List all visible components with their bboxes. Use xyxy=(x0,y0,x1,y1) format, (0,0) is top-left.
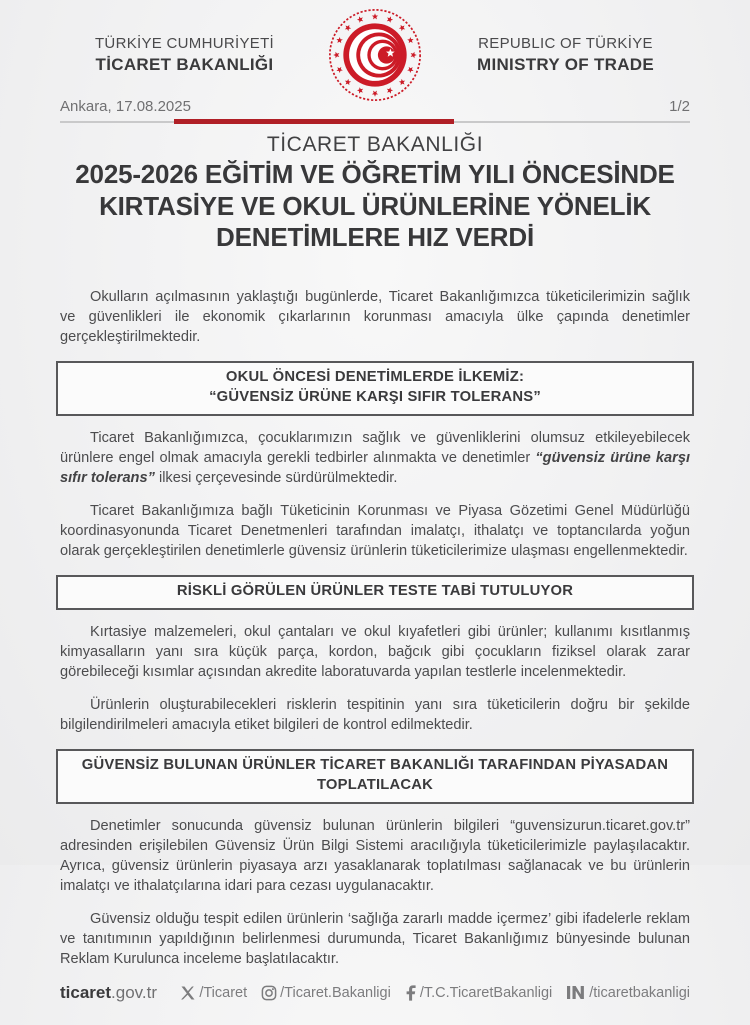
social-instagram[interactable] xyxy=(261,985,391,1001)
website-rest-part: .gov.tr xyxy=(111,982,158,1002)
paragraph-6: Denetimler sonucunda güvensiz bulunan ürünlerin bilgileri “guvensizurun.ticaret.gov.tr” adresinden erişilebilen Güvensiz Ürün Bilgi Sistemi aracılığıyla tüketicilerimizle paylaşılacaktır. Ayrıca, güvensiz ürünlerin piyasaya arzı yasaklanarak toplatılması sağlanacak ve bu ürünlerin imalatçı ve ithalatçılarına idari para cezası uygulanacaktır. xyxy=(60,817,690,894)
linkedin-icon xyxy=(566,985,586,1000)
release-body xyxy=(60,288,690,983)
social-handle: /ticaretbakanligi xyxy=(589,984,690,1001)
social-facebook[interactable] xyxy=(405,985,552,1001)
meta-row xyxy=(60,98,690,115)
ministry-emblem-icon xyxy=(327,7,423,103)
org-line1-en: REPUBLIC OF TÜRKİYE xyxy=(478,35,653,52)
paragraph-1: Okulların açılmasının yaklaştığı bugünlerde, Ticaret Bakanlığımızca tüketicilerimizin sağlık ve güvenlikleri ile ekonomik çıkarlarının korunması amacıyla ülke çapında denetimler gerçekleştirilmektedir. xyxy=(60,289,690,346)
social-linkedin[interactable] xyxy=(566,985,690,1001)
divider-red-segment xyxy=(174,119,454,124)
section-box-1-line2: “GÜVENSİZ ÜRÜNE KARŞI SIFIR TOLERANS” xyxy=(209,389,541,406)
org-line1-tr: TÜRKİYE CUMHURİYETİ xyxy=(94,35,275,52)
org-name-turkish xyxy=(60,35,309,75)
social-handle: /T.C.TicaretBakanligi xyxy=(419,984,553,1001)
page-indicator: 1/2 xyxy=(669,98,690,115)
website-link[interactable] xyxy=(60,983,157,1003)
section-box-2: RİSKLİ GÖRÜLEN ÜRÜNLER TESTE TABİ TUTULUYOR xyxy=(56,575,694,610)
headline-line-1: 2025-2026 EĞİTİM VE ÖĞRETİM YILI ÖNCESİNDE xyxy=(75,159,675,189)
x-twitter-icon xyxy=(180,985,196,1001)
social-x-twitter[interactable] xyxy=(180,985,247,1001)
paragraph-2-emphasis: “güvensiz ürüne karşı sıfır tolerans” xyxy=(60,450,690,487)
paragraph-5: Ürünlerin oluşturabilecekleri risklerin tespitinin yanı sıra tüketicilerin doğru bir şekilde bilgilendirilmeleri amacıyla etiket bilgileri de kontrol edilmektedir. xyxy=(60,696,690,733)
section-box-1-line1: OKUL ÖNCESİ DENETİMLERDE İLKEMİZ: xyxy=(225,369,525,386)
instagram-icon xyxy=(261,985,277,1001)
org-name-english xyxy=(441,35,690,75)
headline-line-2: KIRTASİYE VE OKUL ÜRÜNLERİNE YÖNELİK xyxy=(99,190,651,221)
paragraph-7: Güvensiz olduğu tespit edilen ürünlerin ‘sağlığa zararlı madde içermez’ gibi ifadelerle reklam ve tanıtımının yapıldığının belirlenmesi durumunda, Ticaret Bakanlığımız bünyesinde bulunan Reklam Kurulunca inceleme başlatılacaktır. xyxy=(60,910,690,967)
dateline: Ankara, 17.08.2025 xyxy=(60,98,191,115)
paragraph-2-pre: Ticaret Bakanlığımızca, çocuklarımızın sağlık ve güvenliklerini olumsuz etkileyebilecek ürünlere engel olmak amacıyla gerekli tedbirler alınmakta ve denetimler xyxy=(60,430,690,467)
social-links xyxy=(180,985,690,1001)
org-line2-tr: TİCARET BAKANLIĞI xyxy=(95,54,274,74)
paragraph-2-post: ilkesi çerçevesinde sürdürülmektedir. xyxy=(154,470,398,487)
paragraph-2 xyxy=(60,429,690,489)
release-headline xyxy=(0,159,750,254)
facebook-icon xyxy=(405,985,417,1001)
social-handle: /Ticaret.Bakanligi xyxy=(280,984,391,1001)
org-line2-en: MINISTRY OF TRADE xyxy=(477,54,654,74)
ministry-logo xyxy=(327,7,423,103)
website-bold-part: ticaret xyxy=(60,982,112,1002)
letterhead xyxy=(0,0,750,96)
headline-line-3: DENETİMLERE HIZ VERDİ xyxy=(216,222,534,253)
paragraph-4: Kırtasiye malzemeleri, okul çantaları ve okul kıyafetleri gibi ürünler; kullanımı kısıtlanmış kimyasalların yanı sıra küçük parça, kordon, bağcık gibi çocukların fiziksel olarak zarar görebileceği kısımlar açısından akredite laboratuvarda yapılan testlerle incelenmektedir. xyxy=(60,623,690,680)
section-box-3: GÜVENSİZ BULUNAN ÜRÜNLER TİCARET BAKANLIĞI TARAFINDAN PİYASADAN TOPLATILACAK xyxy=(56,749,694,804)
section-box-1 xyxy=(56,361,694,416)
release-kicker: TİCARET BAKANLIĞI xyxy=(266,133,484,156)
paragraph-3: Ticaret Bakanlığımıza bağlı Tüketicinin Korunması ve Piyasa Gözetimi Genel Müdürlüğü koordinasyonunda Ticaret Denetmenleri tarafından imalatçı, ithalatçı ve toptancılarda yoğun olarak gerçekleştirilen denetimlerle güvensiz ürünlerin tüketicilerimize ulaşması engellenmektedir. xyxy=(60,503,690,559)
social-handle: /Ticaret xyxy=(199,984,248,1001)
footer xyxy=(60,983,690,1025)
